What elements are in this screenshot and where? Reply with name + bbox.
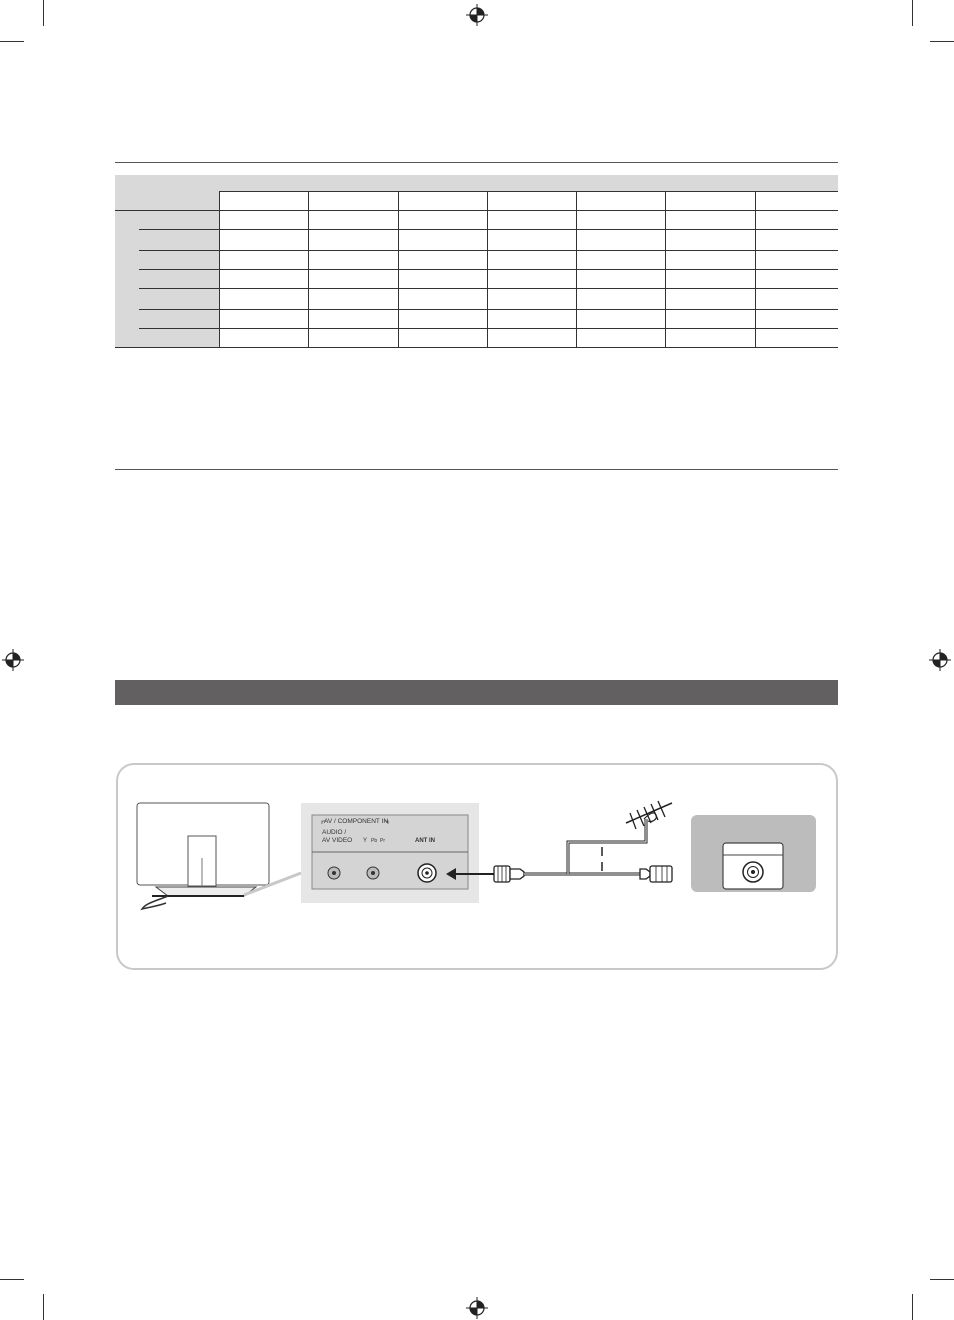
- table-row: [115, 211, 838, 230]
- table-cell: [576, 270, 665, 289]
- column-header: [219, 192, 308, 211]
- table-row: [115, 310, 838, 329]
- table-cell: [576, 251, 665, 270]
- table-cell: [398, 211, 487, 230]
- section-heading-bar: [115, 680, 838, 705]
- table-cell: [219, 211, 308, 230]
- table-cell: [665, 211, 755, 230]
- column-header: [755, 192, 838, 211]
- row-header: [139, 211, 219, 230]
- table-cell: [576, 310, 665, 329]
- table-cell: [487, 329, 576, 348]
- panel-pb-label: Pb: [371, 838, 378, 844]
- table-cell: [219, 329, 308, 348]
- crop-mark-bottom-left-vertical: [43, 1294, 44, 1320]
- crop-mark-bottom-left-horizontal: [0, 1279, 24, 1280]
- table-cell: [398, 289, 487, 310]
- row-header: [139, 230, 219, 251]
- antenna-cable-branch: [568, 819, 646, 874]
- table-column-header-row: [115, 192, 838, 211]
- registration-mark-icon: [466, 4, 488, 26]
- spec-table: [115, 175, 838, 348]
- table-cell: [308, 251, 398, 270]
- table-cell: [755, 230, 838, 251]
- row-header: [139, 289, 219, 310]
- table-cell: [755, 211, 838, 230]
- table-cell: [219, 270, 308, 289]
- crop-mark-top-right-horizontal: [930, 41, 954, 42]
- table-cell: [487, 211, 576, 230]
- column-header: [576, 192, 665, 211]
- table-cell: [398, 270, 487, 289]
- section-divider-rule: [115, 469, 838, 470]
- antenna-icon: [626, 801, 672, 829]
- table-cell: [665, 230, 755, 251]
- table-cell: [308, 289, 398, 310]
- table-cell: [487, 230, 576, 251]
- column-header: [308, 192, 398, 211]
- table-cell: [308, 211, 398, 230]
- table-cell: [308, 329, 398, 348]
- table-cell: [487, 251, 576, 270]
- jack-panel: [301, 803, 479, 903]
- table-cell: [755, 329, 838, 348]
- table-group-header: [219, 175, 838, 192]
- table-cell: [576, 289, 665, 310]
- wall-socket-icon: [691, 815, 816, 892]
- crop-mark-top-left-horizontal: [0, 41, 24, 42]
- column-header: [487, 192, 576, 211]
- table-cell: [487, 289, 576, 310]
- table-header-row: [115, 175, 838, 192]
- table-row: [115, 289, 838, 310]
- registration-mark-icon: [2, 649, 24, 671]
- table-cell: [219, 310, 308, 329]
- table-cell: [487, 310, 576, 329]
- table-cell: [398, 230, 487, 251]
- table-cell: [398, 310, 487, 329]
- table-top-rule: [115, 162, 838, 163]
- panel-group-label: AV / COMPONENT IN: [324, 818, 389, 825]
- panel-pr-label: Pr: [380, 838, 385, 844]
- table-cell: [219, 230, 308, 251]
- table-cell: [487, 270, 576, 289]
- table-cell: [576, 329, 665, 348]
- table-row: [115, 230, 838, 251]
- table-cell: [665, 289, 755, 310]
- table-corner-header: [115, 175, 219, 211]
- crop-mark-bottom-right-horizontal: [930, 1279, 954, 1280]
- panel-ant-in-label: ANT IN: [415, 838, 435, 844]
- table-cell: [398, 251, 487, 270]
- table-cell: [576, 230, 665, 251]
- row-header: [139, 270, 219, 289]
- table-row: [115, 329, 838, 348]
- row-header: [139, 329, 219, 348]
- table-cell: [308, 270, 398, 289]
- table-cell: [755, 310, 838, 329]
- registration-mark-icon: [466, 1297, 488, 1319]
- coaxial-plug-icon: [640, 866, 672, 882]
- panel-y-label: Y: [363, 838, 368, 844]
- table-cell: [219, 251, 308, 270]
- crop-mark-top-left-vertical: [43, 0, 44, 26]
- column-header: [665, 192, 755, 211]
- table-cell: [308, 310, 398, 329]
- table-row: [115, 251, 838, 270]
- panel-av-video-label: AV VIDEO: [322, 837, 353, 844]
- table-cell: [665, 329, 755, 348]
- row-header: [139, 310, 219, 329]
- table-cell: [576, 211, 665, 230]
- coaxial-plug-icon: [494, 866, 524, 882]
- table-cell: [665, 251, 755, 270]
- table-cell: [308, 230, 398, 251]
- panel-audio-label: AUDIO /: [322, 829, 347, 836]
- table-cell: [755, 289, 838, 310]
- row-header: [139, 251, 219, 270]
- table-cell: [755, 251, 838, 270]
- crop-mark-bottom-right-vertical: [912, 1294, 913, 1320]
- table-cell: [665, 270, 755, 289]
- column-header: [398, 192, 487, 211]
- row-group-header: [115, 211, 139, 348]
- crop-mark-top-right-vertical: [912, 0, 913, 26]
- table-cell: [398, 329, 487, 348]
- table-row: [115, 270, 838, 289]
- connection-diagram: [116, 763, 838, 970]
- registration-mark-icon: [929, 649, 951, 671]
- table-cell: [755, 270, 838, 289]
- table-cell: [665, 310, 755, 329]
- table-cell: [219, 289, 308, 310]
